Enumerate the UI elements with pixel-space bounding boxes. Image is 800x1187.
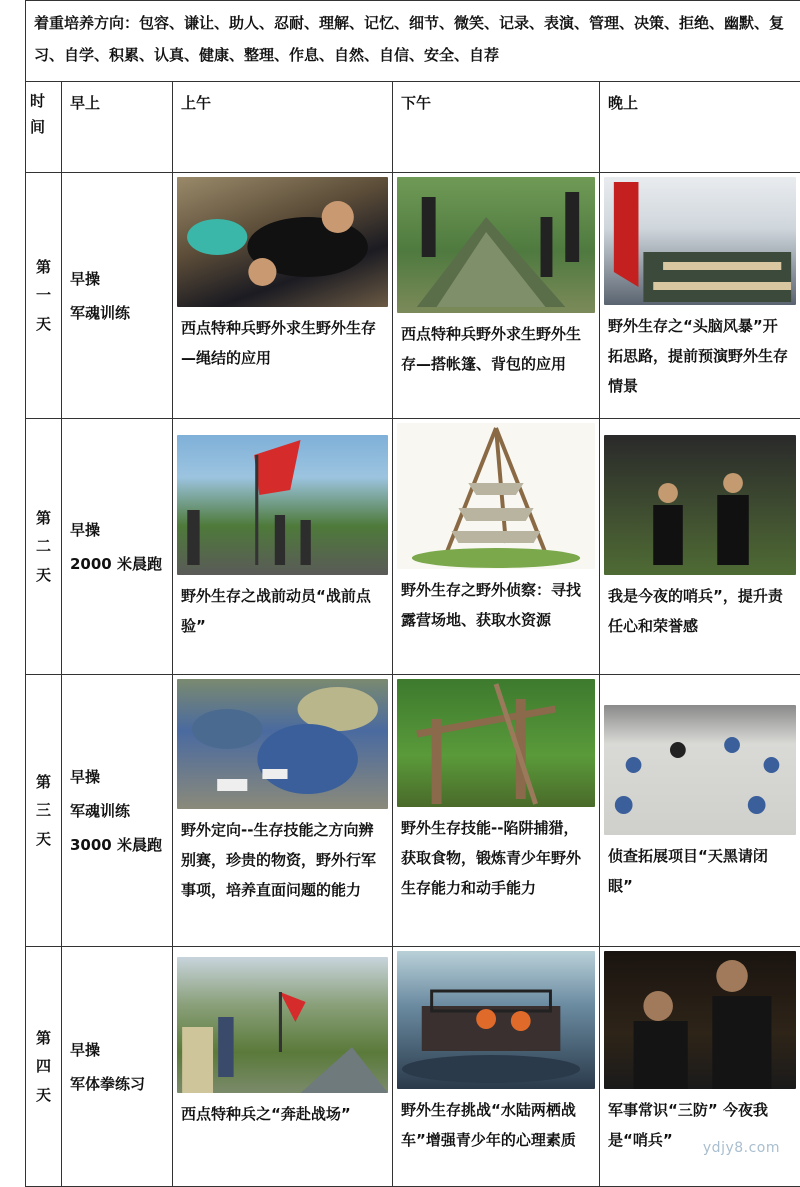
night-cell — [600, 675, 800, 947]
col-am: 上午 — [173, 82, 393, 173]
pm-caption: 野外生存技能--陷阱捕猎，获取食物，锻炼青少年野外生存能力和动手能力 — [393, 807, 599, 903]
am-caption: 野外定向--生存技能之方向辨别赛，珍贵的物资，野外行军事项，培养直面问题的能力 — [173, 809, 392, 905]
am-caption: 西点特种兵野外求生野外生存—绳结的应用 — [173, 307, 392, 373]
circle-game-photo — [604, 705, 796, 835]
sentry-photo — [604, 435, 796, 575]
early-activities: 早操 2000 米晨跑 — [62, 419, 173, 675]
march-field-photo — [177, 957, 388, 1093]
early-activities: 早操 军魂训练 3000 米晨跑 — [62, 675, 173, 947]
tent-photo — [397, 177, 595, 313]
pm-cell — [393, 419, 600, 675]
am-cell — [173, 419, 393, 675]
night-sentry-photo — [604, 951, 796, 1089]
am-cell — [173, 947, 393, 1187]
night-caption: 侦查拓展项目“天黑请闭眼” — [600, 835, 800, 901]
early-activities: 早操 军魂训练 — [62, 173, 173, 419]
focus-text: 着重培养方向：包容、谦让、助人、忍耐、理解、记忆、细节、微笑、记录、表演、管理、决策、拒绝、幽默、复习、自学、积累、认真、健康、整理、作息、自然、自信、安全、自荐 — [26, 1, 800, 82]
col-night: 晚上 — [600, 82, 800, 173]
pm-caption: 野外生存挑战“水陆两栖战车”增强青少年的心理素质 — [393, 1089, 599, 1155]
col-pm: 下午 — [393, 82, 600, 173]
pm-caption: 野外生存之野外侦察：寻找露营场地、获取水资源 — [393, 569, 599, 635]
night-caption: 军事常识“三防” 今夜我是“哨兵” — [600, 1089, 800, 1155]
day-label: 第 三 天 — [26, 675, 62, 947]
pm-cell — [393, 675, 600, 947]
am-cell — [173, 675, 393, 947]
night-cell — [600, 173, 800, 419]
am-caption: 西点特种兵之“奔赴战场” — [173, 1093, 392, 1129]
pm-cell — [393, 947, 600, 1187]
day-label: 第 四 天 — [26, 947, 62, 1187]
early-activities: 早操 军体拳练习 — [62, 947, 173, 1187]
am-caption: 野外生存之战前动员“战前点验” — [173, 575, 392, 641]
orienteering-photo — [177, 679, 388, 809]
trap-photo — [397, 679, 595, 807]
night-caption: 我是今夜的哨兵”，提升责任心和荣誉感 — [600, 575, 800, 641]
shelter-diagram-photo — [397, 423, 595, 569]
day-label: 第 一 天 — [26, 173, 62, 419]
col-early: 早上 — [62, 82, 173, 173]
flag-march-photo — [177, 435, 388, 575]
night-cell — [600, 419, 800, 675]
pm-cell — [393, 173, 600, 419]
classroom-photo — [604, 177, 796, 305]
schedule-table — [25, 0, 800, 1187]
pm-caption: 西点特种兵野外求生野外生存—搭帐篷、背包的应用 — [393, 313, 599, 379]
amphibious-photo — [397, 951, 595, 1089]
col-time: 时间 — [26, 82, 62, 173]
day-label: 第 二 天 — [26, 419, 62, 675]
rope-knot-photo — [177, 177, 388, 307]
watermark: ydjy8.com — [703, 1140, 780, 1156]
am-cell — [173, 173, 393, 419]
night-caption: 野外生存之“头脑风暴”开拓思路，提前预演野外生存情景 — [600, 305, 800, 401]
